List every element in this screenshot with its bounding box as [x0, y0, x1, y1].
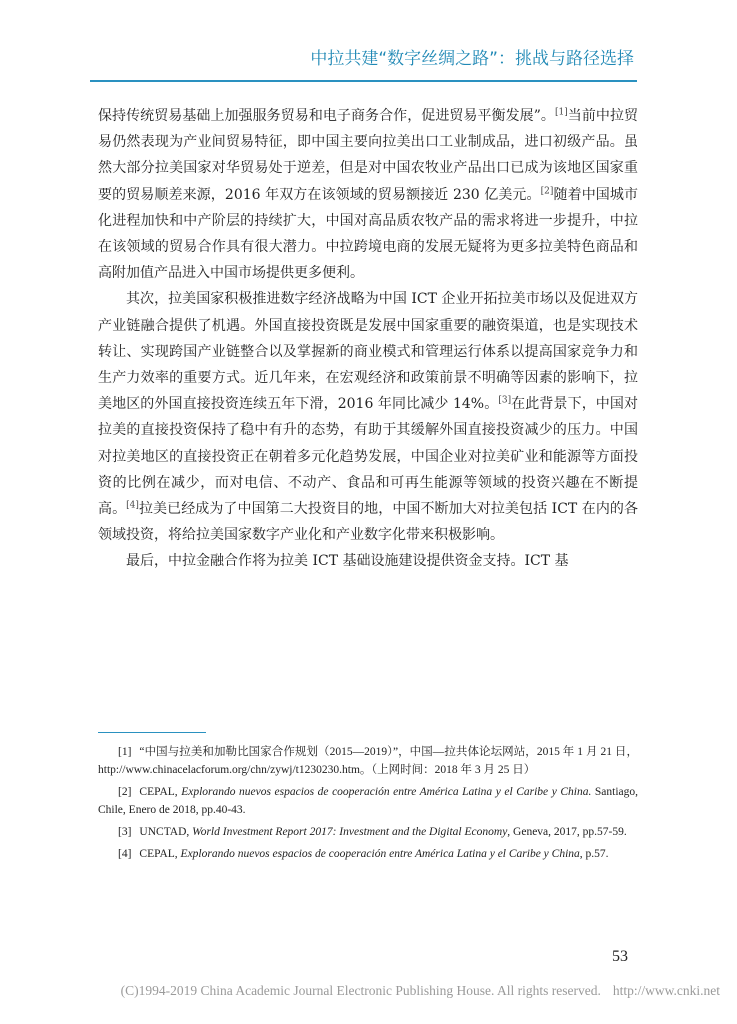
footnote-ref-2[interactable]: [2]	[540, 185, 554, 196]
paragraph-2	[98, 286, 638, 548]
footnote-title: Explorando nuevos espacios de cooperación entre América Latina y el Caribe y China	[180, 848, 580, 860]
copyright-text: (C)1994-2019 China Academic Journal Electronic Publishing House. All rights reserved.	[120, 983, 601, 998]
footnote-ref-4[interactable]: [4]	[126, 500, 139, 511]
footnote-1	[98, 743, 638, 779]
paragraph-1-text-a: 当前中拉贸易仍然表现为产业间贸易特征，即中国主要向拉美出口工业制成品，进口初级产品。虽然大部分拉美国家对华贸易处于逆差，但是对中国农牧业产品出口已成为该地区国家重要的贸易顺差来源，2016 年双方在该领域的贸易额接近 230 亿美元。	[98, 108, 639, 203]
footnote-3	[98, 823, 638, 841]
footnote-number: [1]	[118, 746, 132, 758]
paragraph-1-line: 保持传统贸易基础上加强服务贸易和电子商务合作，促进贸易平衡发展”。	[98, 108, 555, 124]
paragraph-2-text-c: 拉美已经成为了中国第二大投资目的地，中国不断加大对拉美包括 ICT 在内的各领域投资，将给拉美国家数字产业化和产业数字化带来积极影响。	[98, 501, 639, 544]
running-header-title: 中拉共建“数字丝绸之路”：挑战与路径选择	[310, 49, 634, 69]
footnote-source: CEPAL,	[139, 786, 182, 798]
paragraph-1	[98, 103, 638, 286]
footnote-source: UNCTAD,	[139, 826, 193, 838]
header-divider	[90, 80, 637, 82]
footnote-number: [4]	[118, 848, 132, 860]
page-number: 53	[612, 948, 628, 965]
paragraph-1-text-b: 随着中国城市化进程加快和中产阶层的持续扩大，中国对高品质农牧产品的需求将进一步提升，中拉在该领域的贸易合作具有很大潜力。中拉跨境电商的发展无疑将为更多拉美特色商品和高附加值产品进入中国市场提供更多便利。	[98, 186, 638, 282]
copyright-watermark	[0, 983, 720, 999]
paragraph-3-text: 最后，中拉金融合作将为拉美 ICT 基础设施建设提供资金支持。ICT 基	[126, 553, 569, 570]
footnote-2	[98, 783, 638, 819]
footnote-details: , Geneva, 2017, pp.57-59.	[507, 826, 627, 838]
footnote-text: “中国与拉美和加勒比国家合作规划（2015—2019）”，中国—拉共体论坛网站，2015 年 1 月 21 日，http://www.chinacelacforum.org/chn/zywj/t1230230.htm。（上网时间：2018 年 3 月 25 日）	[98, 746, 638, 776]
paragraph-2-text-a: 其次，拉美国家积极推进数字经济战略为中国 ICT 企业开拓拉美市场以及促进双方产业链融合提供了机遇。外国直接投资既是发展中国家重要的融资渠道，也是实现技术转让、实现跨国产业链整合以及掌握新的商业模式和管理运行体系以提高国家竞争力和生产力效率的重要方式。近几年来，在宏观经济和政策前景不明确等因素的影响下，拉美地区的外国直接投资连续五年下滑，2016 年同比减少 14%。	[98, 291, 638, 413]
paragraph-3	[98, 548, 638, 574]
paragraph-2-text-b: 在此背景下，中国对拉美的直接投资保持了稳中有升的态势，有助于其缓解外国直接投资减少的压力。中国对拉美地区的直接投资正在朝着多元化趋势发展，中国企业对拉美矿业和能源等方面投资的比例在减少，而对电信、不动产、食品和可再生能源等领域的投资兴趣在不断提高。	[98, 396, 639, 518]
footnote-number: [3]	[118, 826, 132, 838]
footnote-details: Santiago, Chile, Enero de 2018, pp.40-43.	[98, 786, 639, 816]
footnote-ref-3[interactable]: [3]	[498, 395, 512, 406]
footnote-title: World Investment Report 2017: Investment and the Digital Economy	[192, 826, 508, 838]
footnote-number: [2]	[118, 786, 132, 798]
footnote-divider	[98, 732, 206, 733]
footnote-ref-1[interactable]: [1]	[554, 107, 568, 118]
footnote-title: Explorando nuevos espacios de cooperación entre América Latina y el Caribe y China.	[181, 786, 592, 798]
source-url[interactable]: http://www.cnki.net	[612, 983, 720, 998]
article-body	[98, 103, 638, 575]
footnote-details: , p.57.	[579, 848, 609, 860]
footnote-4	[98, 845, 638, 863]
footnote-source: CEPAL,	[139, 848, 181, 860]
footnotes	[98, 743, 638, 867]
